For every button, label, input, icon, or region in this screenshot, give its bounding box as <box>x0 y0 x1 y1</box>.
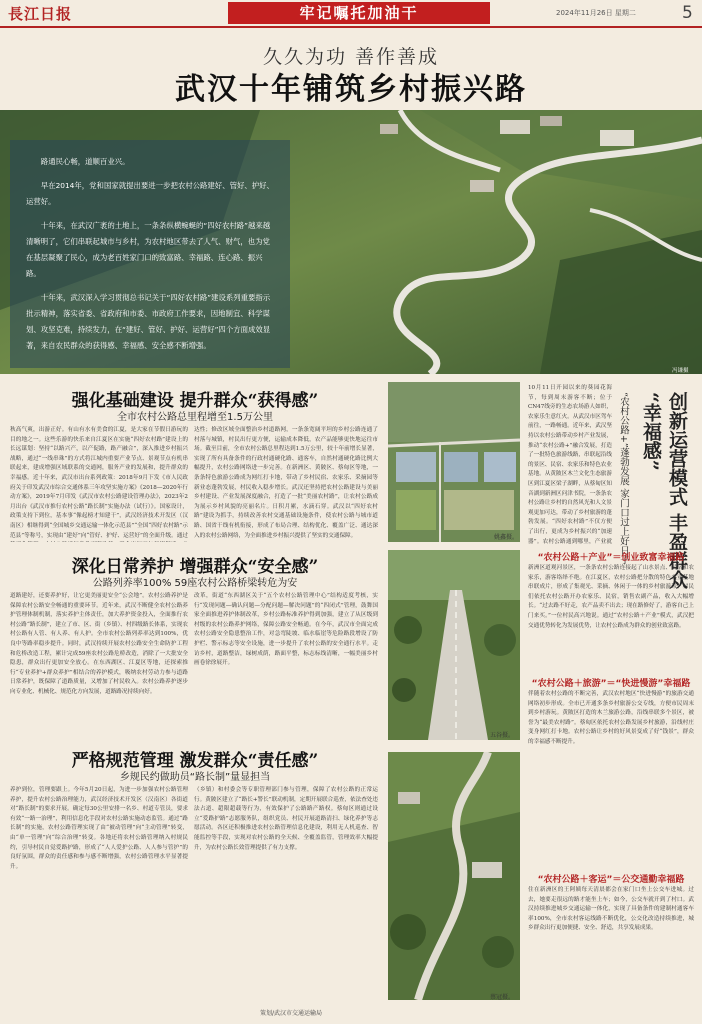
section2-title: 深化日常养护 增强群众“安全感” <box>71 557 319 577</box>
section1-body-col2: 达性；修改区域全面整治乡村道路网，一条条宽阔平坦的乡村公路连通了村落与城镇，村民出行更方便，运输成本降低，农产品能够更快地运往市场。截至目前，全市农村公路总里程达到1.5万公里，较十年前增长显著，实现了所有具备条件的行政村通硬化路、通客车，自然村通硬化路比例大幅提升，农村公路网络进一步完善。在新洲区、黄陂区、蔡甸区等地，一条条特色旅游公路成为网红打卡地，带动了乡村民宿、农家乐、采摘园等新业态蓬勃发展，村民收入稳步增长。武汉还坚持把农村公路建设与美丽乡村建设、产业发展深度融合，打造了一批“美丽农村路”，让农村公路成为展示乡村风貌的亮丽名片。日积月累，水滴石穿。武汉以“四好农村路”建设为抓手，持续改善农村交通基础设施条件，使农村公路与城市道路、国省干线有机衔接，形成了布局合理、结构优化、覆盖广泛、通达深入的农村公路网络，为全面推进乡村振兴提供了坚实的交通保障。 <box>194 427 378 539</box>
village-road-photo <box>388 752 520 1000</box>
side-body-industry: 新洲区道观河景区，一条条农村公路连接起了山水景点、民宿和农家乐，游客络绎不绝。在江夏区，农村公路把分散的特色农业基地串联成片，形成了集观光、采摘、休闲于一体的乡村旅游带。村民们依托农村公路开办农家乐、民宿，销售农副产品，收入大幅增长。“过去路不好走，农产品卖不出去；现在路修好了，游客自己上门来买。”一位村民高兴地说。通过“农村公路＋产业”模式，武汉把交通优势转化为发展优势，让农村公路成为群众的创业致富路。 <box>528 565 694 629</box>
section1-subtitle: 全市农村公路总里程增至1.5万公里 <box>117 412 273 423</box>
side-title-line2: “幸福感” <box>640 392 662 471</box>
section1-title: 强化基础建设 提升群众“获得感” <box>71 391 319 411</box>
newspaper-logo: 長江日报 <box>8 5 73 23</box>
section3-body-col2: （乡镇）和村委会等专职管理部门参与管理，保障了农村公路的正常运行。黄陂区建立了“路长+警长”联动机制，定期开展联合巡查，依法查处违法占道、超限超载等行为，有效保护了公路路产路权。蔡甸区则通过设立“爱路护路”志愿服务队，组织党员、村民开展道路清扫、绿化养护等志愿活动。各区还积极推进农村公路管理信息化建设，利用无人机巡查、智能监控等手段，实现对农村公路的全天候、全覆盖监管，管理效率大幅提升，为农村公路长效管理提供了有力支撑。 <box>194 787 378 851</box>
fields-photo <box>388 382 520 542</box>
kicker: 久久为功 善作善成 <box>262 46 440 68</box>
side-heading-tourism: “农村公路＋旅游”＝“快进慢游”幸福路 <box>531 679 691 689</box>
intro-paragraph: 路通民心畅，道顺百业兴。 <box>40 157 130 166</box>
side-heading-transit: “农村公路＋客运”＝公交通勤幸福路 <box>537 875 685 885</box>
intro-paragraph: 早在2014年，党和国家就提出要进一步把农村公路建好、管好、护好、运营好。 <box>26 181 274 206</box>
photo2-caption: 五谷摄。 <box>490 732 515 739</box>
footer-credit: 策划/武汉市交通运输局 <box>260 1010 323 1017</box>
intro-paragraph: 十年来，在武汉广袤的土地上，一条条纵横蜿蜒的“四好农村路”越来越清晰明了，它们串联起城市与乡村，为农村地区带去了人气、财气，也为党在基层凝聚了民心，成为老百姓家门口的致富路、幸福路、连心路、振兴路。 <box>26 221 271 278</box>
side-body-tourism: 伴随着农村公路的不断完善，武汉农村地区“快进慢游”的旅游交通网络初步形成。全市已开通多条乡村旅游公交专线，方便市民周末到乡村游玩。黄陂区打造的木兰旅游公路，沿线串联多个景区，被誉为“最美农村路”。蔡甸区依托农村公路发展乡村旅游，沿线村庄变身网红打卡地。农村公路让乡村的好风景变成了好“钱景”，群众的幸福感不断提升。 <box>528 691 694 745</box>
section3-body: 养护到位，管理要跟上。今年5月20日起，为进一步加强农村公路管理养护，提升农村公路治理能力，武汉经济技术开发区（汉南区）各街道对“路长制”的要求开展。确定每30公里安排一名乡、村道专管员，要求有效“一路一治理”，利用信息化手段对农村公路实施动态监管。通过“路长制”的实施，农村公路管理实现了由“被动管理”向“主动管理”转变，由“单一管理”向“综合治理”转变。各地还将农村公路管理纳入村规民约，引导村民自觉爱路护路，形成了“人人爱护公路、人人参与管护”的良好氛围，群众的责任感和参与感不断增强，农村公路管理水平显著提升。 <box>10 787 188 870</box>
section3-title: 严格规范管理 激发群众“责任感” <box>71 751 319 771</box>
hero-credit: 冯谦摄 <box>672 368 689 374</box>
section1-body: 秋高气爽，出游正好。有山有水有美食的江夏，是大家在节假日游玩的目的地之一。这些乐游的快乐来自江夏区在实施“四好农村路”建设上的长远谋划：坚持“以路兴产，以产促路，路产融合”，深入推进乡村振兴战略，通过“一线串珠”的方式将江城内重要产业节点、景观节点有机串联起来，建成增强区域联系的交通网，服务产业的发展和，提升群众的幸福感。近十年来，武汉市出台系列政策：2018年9月下发《市人民政府关于印发武汉市综合交通体系三年攻坚实施方案》《2018—2020年行动方案》，2019年7月印发《武汉市农村公路建设管理办法》，2023年2月出台《武汉市推行农村公路“路长制”实施办法（试行）》。国家设计，政策支持下到位，基本事“像起榜才知建干”，武汉经济技术开发区（汉南区）相继得到“全国城乡交通运输一体化示范县”“全国“四好农村路”示范县”等称号，实现由“建好”向“管好、护好、运营好”的全面升级。通过 <box>10 427 188 539</box>
side-heading-industry: “农村公路＋产业”＝创业致富幸福路 <box>537 553 685 563</box>
section2-subtitle: 公路列养率100% 59座农村公路桥梁转危为安 <box>92 578 298 589</box>
road-photo <box>388 550 520 740</box>
section-banner: 牢记嘱托加油干 <box>228 2 490 24</box>
side-subtitle: “农村公路+”蓬勃发展 家门口过上好日子 <box>618 392 629 565</box>
side-title-line1: 创新运营模式 丰盈群众 <box>666 392 688 589</box>
section2-body: 道路建好，还要养护好，让它更美丽更安全“公会地”。农村公路养护是保障农村公路安全畅通的重要环节。近年来，武汉不断健全农村公路养护管理体制机制，落实养护主体责任，加大养护资金投入，全面推行农村公路“路长制”，建立了市、区、街（乡镇）、村四级路长体系，实现农村公路有人管、有人养、有人护。全市农村公路列养率达到100%，优良中等路率稳步提升。同时，武汉持续开展农村公路安全生命防护工程和危桥改造工程，累计完成59座农村公路危桥改造，消除了一大批安全隐患，群众出行更加安全放心。在东西湖区、江夏区等地，还探索推行“专业养护+群众养护”相结合的养护模式，吸纳农村劳动力参与道路日常养护，既保障了道路质量，又增加了村民收入。农村公路养护逐步向专业化、机械化、规范化方向发展，道路路况持续向好。 <box>10 593 188 695</box>
issue-date: 2024年11月26日 星期二 <box>556 9 636 17</box>
section2-body-col2: 改革，街道“东西湖区关于“五个农村公路管理中心”结构适度考核，实行“发现问题—确认问题—分配问题—解决问题”的“四闭式”管理，鼓舞国家全面推进养护体制改革，乡村公路标准养护得到加强，建立了从区级到村级的农村公路养护网络，保障公路安全畅通。在今年，武汉市全面完成农村公路安全隐患整治工作，对急弯陡坡、临水临崖等危险路段增设了防护栏、警示标志等安全设施，进一步提升了农村公路的安全通行水平。走访乡村，道路整洁，绿树成荫，路面平整，标志标线清晰，一幅美丽乡村画卷徐徐展开。 <box>194 593 378 667</box>
section3-subtitle: 乡规民约做助员“路长制”量显担当 <box>119 772 271 783</box>
side-body-transit: 住在新洲区的王阿姨每天清晨都会在家门口坐上公交车进城。过去，她要走很远的路才能坐上车；如今，公交车就开到了村口。武汉持续推进城乡交通运输一体化，实现了具备条件的建制村通客车率100%，全市农村客运线路不断优化，公交化改造持续推进，城乡群众出行更加便捷、安全、舒适，共享发展成果。 <box>528 887 694 932</box>
side-body-intro: 10月11日开园以来的葵园花海节，每到周末游客不断；位于CN47线旁的生态农场游人如织，农家乐生意红火。从武汉市区驾车前往，一路畅通。近年来，武汉坚持以农村公路带动乡村产业发展，推动“农村公路+”融合发展，打造了一批特色旅游线路，串联起沿线的景区、民宿、农家乐和特色农业基地。从黄陂区木兰文化生态旅游区到江夏区梁子湖畔，从蔡甸区知音湖到新洲区问津书院，一条条农村公路让乡村的自然风光和人文景观更加可达，带动了乡村旅游的蓬勃发展。“四好农村路”不仅方便了出行，更成为乡村振兴的“加速器”。农村公路通到哪里，产业就 <box>528 385 612 545</box>
intro-overlay <box>10 140 290 368</box>
photo1-caption: 姚鑫摄。 <box>494 534 519 541</box>
headline: 武汉十年铺筑乡村振兴路 <box>175 72 527 107</box>
intro-paragraph: 十年来，武汉深入学习贯彻总书记关于“四好农村路”建设系列重要指示批示精神，落实省委、省政府和市委、市政府工作要求，因地制宜、科学谋划、攻坚克难，持续发力，在“建好、管好、护好、运营好”四个方面成效显著，来自农民群众的获得感、幸福感、安全感不断增强。 <box>26 293 271 350</box>
page-number: 5 <box>682 3 693 23</box>
photo3-caption: 蔡冠摄。 <box>490 994 515 1001</box>
